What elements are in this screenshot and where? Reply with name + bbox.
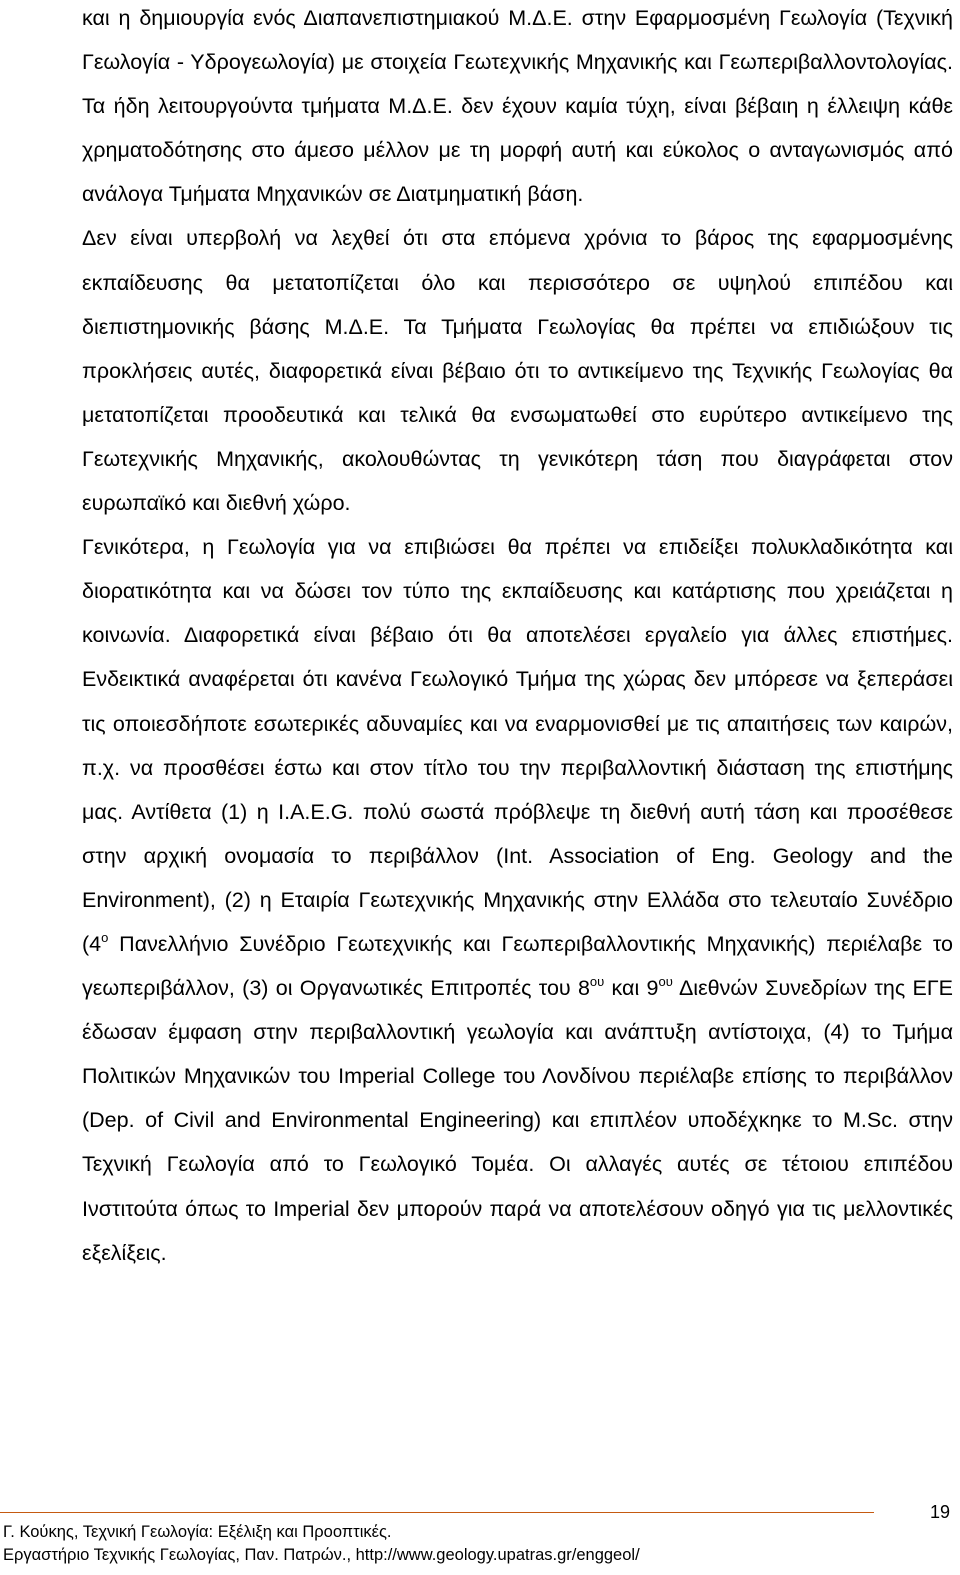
paragraph-3-part-c: και 9: [604, 976, 659, 1001]
paragraph-3-part-a: Γενικότερα, η Γεωλογία για να επιβιώσει θα πρέπει να επιδείξει πολυκλαδικότητα και διορατικότητα και να δώσει τον τύπο της εκπαίδευσης και κατάρτισης που χρειάζεται η κοινωνία. Διαφορετικά είναι βέβαιο ότι θα αποτελέσει εργαλείο για άλλες επιστήμες. Ενδεικτικά αναφέρεται ότι κανένα Γεωλογικό Τμήμα της χώρας δεν μπόρεσε να ξεπεράσει τις οποιεσδήποτε εσωτερικές αδυναμίες και να εναρμονισθεί με τις απαιτήσεις των καιρών, π.χ. να προσθέσει έστω και στον τίτλο του την περιβαλλοντική διάσταση της επιστήμης μας. Αντίθετα (1) η I.A.E.G. πολύ σωστά πρόβλεψε τη διεθνή αυτή τάση και προσέθεσε στην αρχική ονομασία το περιβάλλον (Int. Association of Eng. Geology and the Environment), (2) η Εταιρία Γεωτεχνικής Μηχανικής στην Ελλάδα στο τελευταίο Συνέδριο (4: [82, 535, 953, 956]
footer-author-title: Γ. Κούκης, Τεχνική Γεωλογία: Εξέλιξη και Προοπτικές.: [3, 1523, 392, 1541]
paragraph-1: και η δημιουργία ενός Διαπανεπιστημιακού Μ.Δ.Ε. στην Εφαρμοσμένη Γεωλογία (Τεχνική Γεωλογία - Υδρογεωλογία) με στοιχεία Γεωτεχνικής Μηχανικής και Γεωπεριβαλλοντολογίας. Τα ήδη λειτουργούντα τμήματα Μ.Δ.Ε. δεν έχουν καμία τύχη, είναι βέβαιη η έλλειψη κάθε χρηματοδότησης στο άμεσο μέλλον με τη μορφή αυτή και εύκολος ο ανταγωνισμός από ανάλογα Τμήματα Μηχανικών σε Διατμηματική βάση.: [82, 6, 953, 207]
footer-lab-url: Εργαστήριο Τεχνικής Γεωλογίας, Παν. Πατρών., http://www.geology.upatras.gr/enggeol/: [3, 1546, 640, 1564]
page-number: 19: [929, 1502, 950, 1522]
paragraph-3-part-d: Διεθνών Συνεδρίων της ΕΓΕ έδωσαν έμφαση στην περιβαλλοντική γεωλογία και ανάπτυξη αντίστοιχα, (4) το Τμήμα Πολιτικών Μηχανικών του Imperial College του Λονδίνου περιέλαβε επίσης το περιβάλλον (Dep. of Civil and Environmental Engineering) και επιπλέον υποδέχκηκε το M.Sc. στην Τεχνική Γεωλογία από το Γεωλογικό Τομέα. Οι αλλαγές αυτές σε τέτοιου επιπέδου Ινστιτούτα όπως το Imperial δεν μπορούν παρά να αποτελέσουν οδηγό για τις μελλοντικές εξελίξεις.: [82, 976, 953, 1265]
footer-divider: [0, 1512, 874, 1513]
ordinal-superscript: ο: [101, 929, 109, 945]
paragraph-3-part-b: Πανελλήνιο Συνέδριο Γεωτεχνικής και Γεωπεριβαλλοντικής Μηχανικής) περιέλαβε το γεωπεριβάλλον, (3) οι Οργανωτικές Επιτροπές του 8: [82, 931, 953, 1001]
ordinal-superscript: ου: [658, 974, 673, 990]
paragraph-3: [82, 525, 953, 1275]
ordinal-superscript: ου: [589, 974, 605, 990]
paragraph-2: Δεν είναι υπερβολή να λεχθεί ότι στα επόμενα χρόνια το βάρος της εφαρμοσμένης εκπαίδευσης θα μετατοπίζεται όλο και περισσότερο σε υψηλού επιπέδου και διεπιστημονικής βάσης Μ.Δ.Ε. Τα Τμήματα Γεωλογίας θα πρέπει να επιδιώξουν τις προκλήσεις αυτές, διαφορετικά είναι βέβαιο ότι το αντικείμενο της Τεχνικής Γεωλογίας θα μετατοπίζεται προοδευτικά και τελικά θα ενσωματωθεί στο ευρύτερο αντικείμενο της Γεωτεχνικής Μηχανικής, ακολουθώντας τη γενικότερη τάση που διαγράφεται στον ευρωπαϊκό και διεθνή χώρο.: [82, 226, 953, 516]
body-text: [82, 0, 953, 1275]
